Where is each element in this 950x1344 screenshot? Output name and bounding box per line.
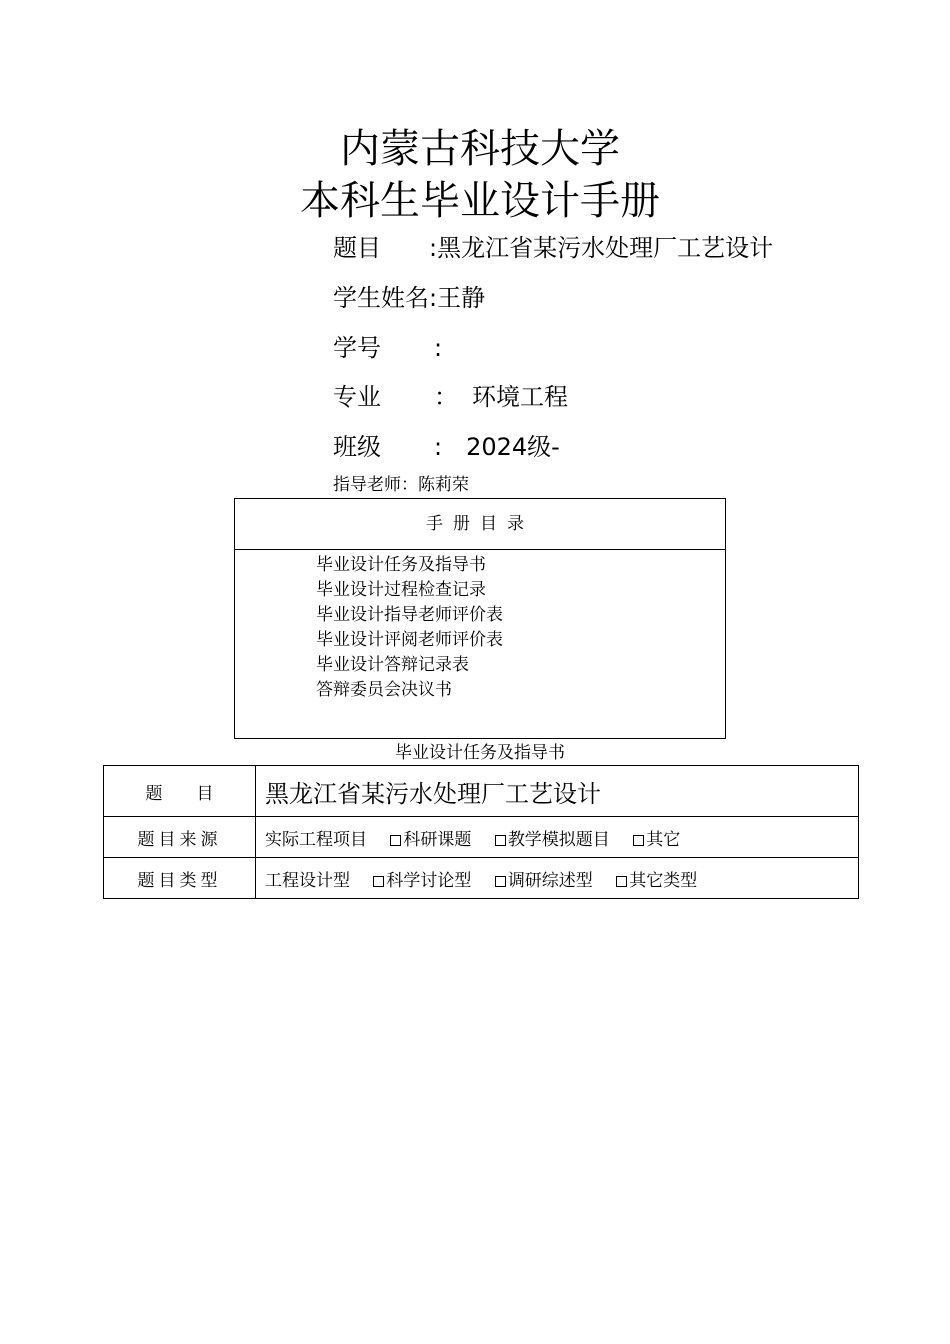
info-value-topic: 黑龙江省某污水处理厂工艺设计 bbox=[437, 234, 774, 262]
handbook-title: 本科生毕业设计手册 bbox=[300, 178, 660, 224]
type-selected: 工程设计型 bbox=[265, 870, 350, 891]
type-option-discussion[interactable]: 科学讨论型 bbox=[373, 871, 471, 891]
info-label-class: 班级 bbox=[333, 433, 381, 461]
table-row bbox=[104, 858, 859, 899]
info-label-student-name: 学生姓名 bbox=[333, 284, 429, 312]
info-value-student-name: 王静 bbox=[437, 284, 486, 312]
list-item: 毕业设计答辩记录表 bbox=[316, 655, 469, 675]
info-row-major: 专业 ： 环境工程 bbox=[333, 383, 568, 411]
info-row-student-id: 学号 : bbox=[333, 334, 443, 362]
info-label-major: 专业 bbox=[333, 383, 381, 411]
info-row-class: 班级 : 2024级- bbox=[333, 433, 560, 461]
list-item: 毕业设计评阅老师评价表 bbox=[316, 630, 503, 650]
checkbox-icon[interactable] bbox=[495, 835, 506, 846]
source-option-teaching[interactable]: 教学模拟题目 bbox=[495, 830, 610, 850]
source-options bbox=[256, 817, 859, 858]
checkbox-icon[interactable] bbox=[373, 876, 384, 887]
handbook-contents-box bbox=[234, 498, 726, 739]
type-label: 题目类型 bbox=[104, 858, 256, 899]
section-title: 毕业设计任务及指导书 bbox=[395, 743, 565, 763]
source-option-other[interactable]: 其它 bbox=[633, 830, 680, 850]
source-option-research[interactable]: 科研课题 bbox=[390, 830, 471, 850]
info-row-topic: 题目 :黑龙江省某污水处理厂工艺设计 bbox=[333, 234, 774, 262]
advisor-line: 指导老师：陈莉荣 bbox=[333, 475, 469, 495]
checkbox-icon[interactable] bbox=[390, 835, 401, 846]
topic-value: 黑龙江省某污水处理厂工艺设计 bbox=[256, 766, 859, 817]
checkbox-icon[interactable] bbox=[495, 876, 506, 887]
type-options bbox=[256, 858, 859, 899]
source-selected: 实际工程项目 bbox=[265, 829, 367, 850]
contents-list bbox=[235, 553, 725, 703]
info-label-topic: 题目 bbox=[333, 234, 381, 262]
info-value-major: 环境工程 bbox=[472, 383, 568, 411]
list-item: 毕业设计指导老师评价表 bbox=[316, 605, 503, 625]
list-item: 毕业设计过程检查记录 bbox=[316, 580, 486, 600]
type-option-other[interactable]: 其它类型 bbox=[616, 871, 697, 891]
info-value-class: 2024级- bbox=[466, 433, 560, 461]
list-item: 答辩委员会决议书 bbox=[316, 680, 452, 700]
type-option-survey[interactable]: 调研综述型 bbox=[495, 871, 593, 891]
table-row bbox=[104, 766, 859, 817]
table-row bbox=[104, 817, 859, 858]
task-table bbox=[103, 765, 859, 899]
list-item: 毕业设计任务及指导书 bbox=[316, 555, 486, 575]
checkbox-icon[interactable] bbox=[616, 876, 627, 887]
contents-title: 手册目录 bbox=[235, 499, 725, 550]
source-label: 题目来源 bbox=[104, 817, 256, 858]
checkbox-icon[interactable] bbox=[633, 835, 644, 846]
info-label-student-id: 学号 bbox=[333, 334, 381, 362]
topic-label: 题 目 bbox=[104, 766, 256, 817]
university-title: 内蒙古科技大学 bbox=[340, 126, 620, 172]
info-row-student-name: 学生姓名:王静 bbox=[333, 284, 486, 312]
